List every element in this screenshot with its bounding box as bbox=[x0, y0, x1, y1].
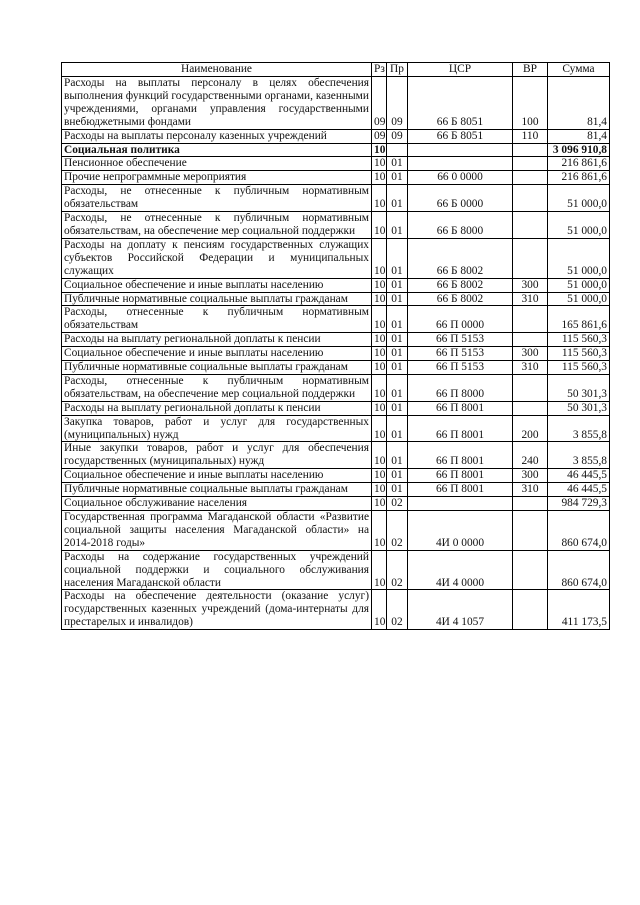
cell-name: Расходы на выплаты персоналу в целях обеспечения выполнения функций государственными органами, казенными учреждениями, органами управления государственными внебюджетными фондами bbox=[62, 77, 372, 130]
header-rz: Рз bbox=[372, 63, 387, 77]
cell-name: Публичные нормативные социальные выплаты гражданам bbox=[62, 483, 372, 497]
cell-pr: 01 bbox=[387, 469, 408, 483]
cell-sum: 51 000,0 bbox=[548, 278, 610, 292]
cell-csr: 66 П 8001 bbox=[408, 442, 513, 469]
cell-csr: 66 Б 8051 bbox=[408, 129, 513, 143]
table-row bbox=[62, 292, 610, 306]
cell-csr bbox=[408, 157, 513, 171]
cell-rz: 10 bbox=[372, 238, 387, 278]
cell-csr: 66 П 5153 bbox=[408, 333, 513, 347]
cell-vr bbox=[513, 511, 548, 551]
cell-pr: 02 bbox=[387, 511, 408, 551]
table-row bbox=[62, 590, 610, 630]
cell-sum: 81,4 bbox=[548, 129, 610, 143]
cell-rz: 10 bbox=[372, 550, 387, 590]
cell-vr: 100 bbox=[513, 77, 548, 130]
cell-rz: 10 bbox=[372, 497, 387, 511]
cell-name: Прочие непрограммные мероприятия bbox=[62, 171, 372, 185]
header-sum: Сумма bbox=[548, 63, 610, 77]
cell-csr: 66 Б 8051 bbox=[408, 77, 513, 130]
cell-csr: 66 П 8001 bbox=[408, 469, 513, 483]
table-row bbox=[62, 143, 610, 157]
cell-name: Расходы на доплату к пенсиям государственных служащих субъектов Российской Федерации и муниципальных служащих bbox=[62, 238, 372, 278]
cell-csr: 66 П 8001 bbox=[408, 401, 513, 415]
cell-name: Расходы на содержание государственных учреждений социальной поддержки и социального обслуживания населения Магаданской области bbox=[62, 550, 372, 590]
cell-rz: 10 bbox=[372, 292, 387, 306]
cell-sum: 165 861,6 bbox=[548, 306, 610, 333]
cell-pr: 02 bbox=[387, 590, 408, 630]
table-body bbox=[62, 77, 610, 630]
cell-vr: 310 bbox=[513, 292, 548, 306]
cell-vr bbox=[513, 590, 548, 630]
cell-rz: 10 bbox=[372, 185, 387, 212]
table-row bbox=[62, 469, 610, 483]
cell-name: Расходы, не отнесенные к публичным нормативным обязательствам bbox=[62, 185, 372, 212]
cell-csr: 66 П 5153 bbox=[408, 361, 513, 375]
cell-sum: 46 445,5 bbox=[548, 483, 610, 497]
cell-pr: 01 bbox=[387, 347, 408, 361]
cell-sum: 3 855,8 bbox=[548, 442, 610, 469]
header-csr: ЦСР bbox=[408, 63, 513, 77]
cell-sum: 50 301,3 bbox=[548, 374, 610, 401]
cell-name: Расходы на выплату региональной доплаты к пенсии bbox=[62, 401, 372, 415]
cell-name: Расходы, отнесенные к публичным нормативным обязательствам, на обеспечение мер социальной поддержки bbox=[62, 374, 372, 401]
cell-csr: 66 0 0000 bbox=[408, 171, 513, 185]
cell-csr: 66 П 8001 bbox=[408, 415, 513, 442]
cell-name: Публичные нормативные социальные выплаты гражданам bbox=[62, 361, 372, 375]
cell-sum: 984 729,3 bbox=[548, 497, 610, 511]
table-row bbox=[62, 483, 610, 497]
cell-rz: 10 bbox=[372, 374, 387, 401]
table-row bbox=[62, 442, 610, 469]
cell-pr: 01 bbox=[387, 292, 408, 306]
cell-sum: 51 000,0 bbox=[548, 185, 610, 212]
cell-vr bbox=[513, 374, 548, 401]
table-row bbox=[62, 185, 610, 212]
cell-rz: 10 bbox=[372, 333, 387, 347]
cell-sum: 860 674,0 bbox=[548, 550, 610, 590]
cell-pr: 01 bbox=[387, 185, 408, 212]
cell-rz: 10 bbox=[372, 212, 387, 239]
cell-csr bbox=[408, 143, 513, 157]
cell-name: Социальная политика bbox=[62, 143, 372, 157]
cell-vr bbox=[513, 497, 548, 511]
cell-name: Социальное обеспечение и иные выплаты населению bbox=[62, 347, 372, 361]
cell-rz: 10 bbox=[372, 361, 387, 375]
cell-vr bbox=[513, 401, 548, 415]
table-row bbox=[62, 157, 610, 171]
cell-pr: 09 bbox=[387, 129, 408, 143]
cell-csr: 66 П 8000 bbox=[408, 374, 513, 401]
cell-vr bbox=[513, 157, 548, 171]
cell-pr: 01 bbox=[387, 374, 408, 401]
table-row bbox=[62, 238, 610, 278]
cell-pr: 01 bbox=[387, 401, 408, 415]
cell-vr: 300 bbox=[513, 347, 548, 361]
cell-vr: 300 bbox=[513, 278, 548, 292]
cell-csr: 66 П 8001 bbox=[408, 483, 513, 497]
header-row bbox=[62, 63, 610, 77]
cell-rz: 10 bbox=[372, 590, 387, 630]
cell-pr: 01 bbox=[387, 306, 408, 333]
cell-name: Социальное обслуживание населения bbox=[62, 497, 372, 511]
cell-name: Социальное обеспечение и иные выплаты населению bbox=[62, 469, 372, 483]
cell-pr: 01 bbox=[387, 333, 408, 347]
cell-name: Закупка товаров, работ и услуг для государственных (муниципальных) нужд bbox=[62, 415, 372, 442]
cell-sum: 216 861,6 bbox=[548, 171, 610, 185]
cell-pr: 01 bbox=[387, 415, 408, 442]
cell-rz: 10 bbox=[372, 278, 387, 292]
cell-sum: 216 861,6 bbox=[548, 157, 610, 171]
cell-vr bbox=[513, 238, 548, 278]
cell-name: Расходы на выплату региональной доплаты к пенсии bbox=[62, 333, 372, 347]
cell-sum: 51 000,0 bbox=[548, 238, 610, 278]
header-vr: ВР bbox=[513, 63, 548, 77]
cell-csr: 66 Б 8002 bbox=[408, 238, 513, 278]
cell-name: Расходы на обеспечение деятельности (оказание услуг) государственных казенных учреждений (дома-интернаты для престарелых и инвалидов) bbox=[62, 590, 372, 630]
table-row bbox=[62, 497, 610, 511]
cell-name: Расходы на выплаты персоналу казенных учреждений bbox=[62, 129, 372, 143]
budget-table bbox=[61, 62, 610, 630]
cell-csr: 66 Б 0000 bbox=[408, 185, 513, 212]
cell-sum: 115 560,3 bbox=[548, 361, 610, 375]
cell-sum: 51 000,0 bbox=[548, 212, 610, 239]
cell-pr bbox=[387, 143, 408, 157]
cell-csr: 4И 4 0000 bbox=[408, 550, 513, 590]
cell-rz: 09 bbox=[372, 129, 387, 143]
cell-sum: 3 096 910,8 bbox=[548, 143, 610, 157]
cell-sum: 411 173,5 bbox=[548, 590, 610, 630]
cell-rz: 10 bbox=[372, 469, 387, 483]
cell-sum: 46 445,5 bbox=[548, 469, 610, 483]
table-row bbox=[62, 550, 610, 590]
cell-name: Пенсионное обеспечение bbox=[62, 157, 372, 171]
table-row bbox=[62, 347, 610, 361]
cell-csr: 66 Б 8002 bbox=[408, 278, 513, 292]
table-row bbox=[62, 374, 610, 401]
table-row bbox=[62, 77, 610, 130]
cell-sum: 3 855,8 bbox=[548, 415, 610, 442]
cell-name: Публичные нормативные социальные выплаты гражданам bbox=[62, 292, 372, 306]
cell-name: Иные закупки товаров, работ и услуг для обеспечения государственных (муниципальных) нужд bbox=[62, 442, 372, 469]
cell-rz: 10 bbox=[372, 511, 387, 551]
cell-vr bbox=[513, 333, 548, 347]
cell-pr: 01 bbox=[387, 483, 408, 497]
cell-vr bbox=[513, 143, 548, 157]
cell-pr: 01 bbox=[387, 361, 408, 375]
cell-pr: 01 bbox=[387, 212, 408, 239]
cell-vr: 310 bbox=[513, 483, 548, 497]
cell-vr bbox=[513, 306, 548, 333]
cell-name: Расходы, не отнесенные к публичным нормативным обязательствам, на обеспечение мер социальной поддержки bbox=[62, 212, 372, 239]
table-row bbox=[62, 129, 610, 143]
cell-pr: 01 bbox=[387, 278, 408, 292]
table-row bbox=[62, 401, 610, 415]
cell-rz: 10 bbox=[372, 143, 387, 157]
cell-vr bbox=[513, 185, 548, 212]
table-row bbox=[62, 361, 610, 375]
cell-vr bbox=[513, 171, 548, 185]
cell-rz: 10 bbox=[372, 171, 387, 185]
cell-sum: 81,4 bbox=[548, 77, 610, 130]
cell-rz: 10 bbox=[372, 157, 387, 171]
cell-vr bbox=[513, 550, 548, 590]
cell-sum: 51 000,0 bbox=[548, 292, 610, 306]
table-row bbox=[62, 171, 610, 185]
cell-rz: 10 bbox=[372, 306, 387, 333]
cell-vr: 110 bbox=[513, 129, 548, 143]
cell-vr: 310 bbox=[513, 361, 548, 375]
cell-rz: 10 bbox=[372, 347, 387, 361]
cell-rz: 10 bbox=[372, 401, 387, 415]
cell-pr: 01 bbox=[387, 171, 408, 185]
cell-vr bbox=[513, 212, 548, 239]
cell-vr: 300 bbox=[513, 469, 548, 483]
cell-rz: 09 bbox=[372, 77, 387, 130]
table-row bbox=[62, 333, 610, 347]
cell-rz: 10 bbox=[372, 483, 387, 497]
table-row bbox=[62, 212, 610, 239]
cell-pr: 09 bbox=[387, 77, 408, 130]
cell-name: Расходы, отнесенные к публичным нормативным обязательствам bbox=[62, 306, 372, 333]
cell-name: Социальное обеспечение и иные выплаты населению bbox=[62, 278, 372, 292]
cell-csr: 66 Б 8002 bbox=[408, 292, 513, 306]
table-row bbox=[62, 306, 610, 333]
cell-pr: 01 bbox=[387, 442, 408, 469]
cell-csr: 4И 0 0000 bbox=[408, 511, 513, 551]
table-row bbox=[62, 511, 610, 551]
cell-sum: 860 674,0 bbox=[548, 511, 610, 551]
cell-csr: 66 Б 8000 bbox=[408, 212, 513, 239]
cell-pr: 01 bbox=[387, 157, 408, 171]
cell-csr: 66 П 5153 bbox=[408, 347, 513, 361]
table-row bbox=[62, 278, 610, 292]
cell-pr: 02 bbox=[387, 550, 408, 590]
cell-rz: 10 bbox=[372, 442, 387, 469]
cell-csr: 4И 4 1057 bbox=[408, 590, 513, 630]
cell-pr: 02 bbox=[387, 497, 408, 511]
cell-csr bbox=[408, 497, 513, 511]
cell-pr: 01 bbox=[387, 238, 408, 278]
cell-sum: 115 560,3 bbox=[548, 333, 610, 347]
cell-name: Государственная программа Магаданской области «Развитие социальной защиты населения Магаданской области» на 2014-2018 годы» bbox=[62, 511, 372, 551]
table-row bbox=[62, 415, 610, 442]
header-pr: Пр bbox=[387, 63, 408, 77]
cell-rz: 10 bbox=[372, 415, 387, 442]
header-name: Наименование bbox=[62, 63, 372, 77]
cell-csr: 66 П 0000 bbox=[408, 306, 513, 333]
cell-sum: 50 301,3 bbox=[548, 401, 610, 415]
cell-sum: 115 560,3 bbox=[548, 347, 610, 361]
cell-vr: 200 bbox=[513, 415, 548, 442]
cell-vr: 240 bbox=[513, 442, 548, 469]
